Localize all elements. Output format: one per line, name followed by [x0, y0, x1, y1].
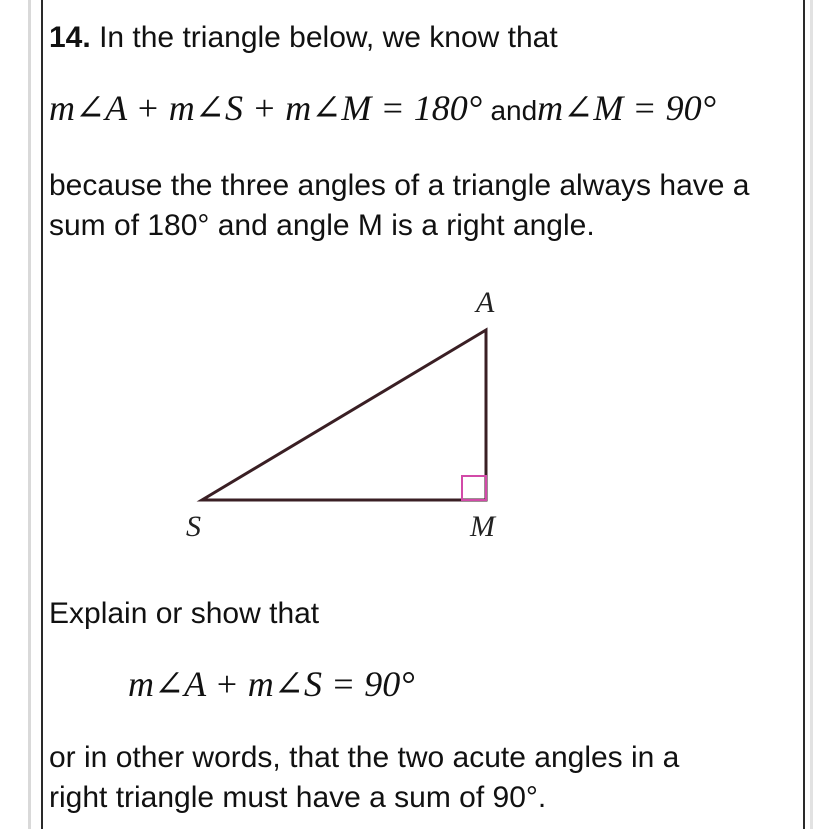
page-border-left — [41, 0, 43, 829]
right-triangle-diagram — [170, 280, 530, 550]
page-border-right — [803, 0, 805, 829]
page-border-outer-right — [810, 0, 813, 829]
angle-sum-equation: m∠A + m∠S + m∠M = 180° — [49, 88, 483, 128]
right-angle-marker — [462, 476, 486, 500]
problem-intro-line — [49, 18, 558, 58]
problem-intro: In the triangle below, we know that — [99, 21, 558, 54]
given-equation — [49, 88, 716, 131]
vertex-label-s: S — [186, 510, 201, 543]
restate-line-1: or in other words, that the two acute angles in a — [49, 741, 680, 774]
reason-line-2: sum of 180° and angle M is a right angle. — [49, 209, 595, 242]
explain-prompt: Explain or show that — [49, 597, 320, 630]
right-angle-equation: m∠M = 90° — [537, 88, 716, 128]
equation-connector: and — [490, 95, 538, 126]
triangle-shape — [202, 330, 486, 500]
target-equation: m∠A + m∠S = 90° — [128, 664, 415, 704]
problem-number: 14. — [49, 21, 91, 54]
restate-line-2: right triangle must have a sum of 90°. — [49, 781, 547, 814]
reason-line-1: because the three angles of a triangle always have a — [49, 169, 750, 202]
vertex-label-a: A — [476, 286, 495, 319]
page-border-outer-left — [28, 0, 31, 829]
vertex-label-m: M — [470, 510, 495, 543]
